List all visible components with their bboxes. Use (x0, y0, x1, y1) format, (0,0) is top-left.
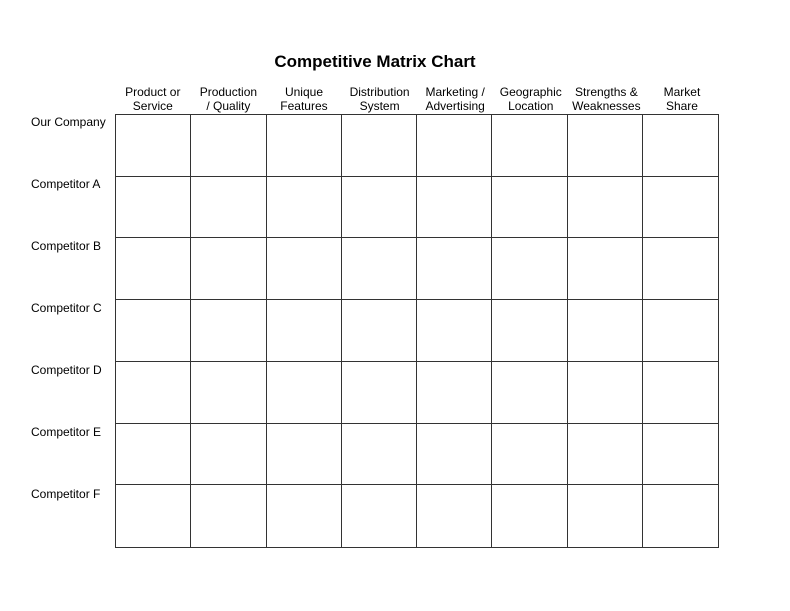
matrix-cell[interactable] (267, 115, 342, 177)
matrix-cell[interactable] (342, 177, 417, 239)
matrix-cell[interactable] (568, 424, 643, 486)
matrix-cell[interactable] (417, 300, 492, 362)
column-header-line1: Marketing / (425, 85, 485, 99)
matrix-cell[interactable] (342, 424, 417, 486)
column-header-line2: Share (665, 98, 698, 113)
matrix-cell[interactable] (643, 300, 718, 362)
matrix-cell[interactable] (417, 362, 492, 424)
column-header (417, 86, 493, 114)
matrix-cell[interactable] (643, 177, 718, 239)
matrix-cell[interactable] (492, 424, 567, 486)
matrix-cell[interactable] (267, 300, 342, 362)
matrix-cell[interactable] (116, 424, 191, 486)
column-header (115, 86, 191, 114)
matrix-cell[interactable] (191, 300, 266, 362)
row-label: Competitor A (31, 177, 101, 191)
matrix-cell[interactable] (116, 115, 191, 177)
page-title (0, 52, 750, 72)
column-header-line1: Geographic (499, 85, 562, 99)
matrix-cell[interactable] (116, 300, 191, 362)
column-header-line2: Weaknesses (572, 98, 641, 113)
row-label: Competitor B (31, 239, 102, 253)
column-header-line2: Location (508, 98, 554, 113)
matrix-cell[interactable] (191, 177, 266, 239)
matrix-cell[interactable] (191, 485, 266, 547)
matrix-cell[interactable] (267, 424, 342, 486)
column-header-line1: Strengths & (575, 85, 638, 99)
matrix-cell[interactable] (191, 362, 266, 424)
matrix-cell[interactable] (417, 115, 492, 177)
matrix-cell[interactable] (342, 362, 417, 424)
matrix-cell[interactable] (191, 238, 266, 300)
matrix-cell[interactable] (116, 177, 191, 239)
matrix-cell[interactable] (643, 115, 718, 177)
title-text: Competitive Matrix Chart (274, 52, 476, 71)
matrix-cell[interactable] (417, 485, 492, 547)
column-header-line1: Product or (125, 85, 181, 99)
matrix-cell[interactable] (116, 485, 191, 547)
matrix-cell[interactable] (643, 238, 718, 300)
matrix-cell[interactable] (492, 485, 567, 547)
row-label: Competitor E (31, 425, 102, 439)
matrix-cell[interactable] (267, 177, 342, 239)
matrix-cell[interactable] (568, 300, 643, 362)
matrix-cell[interactable] (492, 362, 567, 424)
column-header (191, 86, 267, 114)
matrix-cell[interactable] (191, 424, 266, 486)
matrix-grid (115, 114, 719, 548)
column-header-line2: Service (132, 98, 173, 113)
row-label: Our Company (31, 115, 106, 129)
matrix-cell[interactable] (643, 424, 718, 486)
column-header (493, 86, 569, 114)
column-header-line1: Unique (284, 85, 323, 99)
matrix-cell[interactable] (568, 485, 643, 547)
matrix-cell[interactable] (342, 238, 417, 300)
column-header (342, 86, 418, 114)
row-label: Competitor F (31, 487, 101, 501)
matrix-cell[interactable] (568, 238, 643, 300)
matrix-cell[interactable] (568, 177, 643, 239)
column-headers (115, 86, 720, 114)
column-header (569, 86, 645, 114)
matrix-cell[interactable] (342, 115, 417, 177)
matrix-cell[interactable] (267, 362, 342, 424)
column-header (266, 86, 342, 114)
matrix-cell[interactable] (643, 485, 718, 547)
matrix-cell[interactable] (643, 362, 718, 424)
matrix-cell[interactable] (492, 300, 567, 362)
matrix-cell[interactable] (492, 238, 567, 300)
column-header-line2: / Quality (206, 98, 251, 113)
matrix-cell[interactable] (342, 300, 417, 362)
matrix-cell[interactable] (492, 177, 567, 239)
column-header-line1: Production (199, 85, 258, 99)
row-label: Competitor D (31, 363, 102, 377)
matrix-cell[interactable] (342, 485, 417, 547)
matrix-cell[interactable] (417, 238, 492, 300)
column-header-line2: Features (280, 98, 328, 113)
column-header-line2: Advertising (425, 98, 485, 113)
column-header (644, 86, 720, 114)
matrix-cell[interactable] (116, 362, 191, 424)
matrix-cell[interactable] (116, 238, 191, 300)
matrix-cell[interactable] (267, 238, 342, 300)
matrix-cell[interactable] (568, 115, 643, 177)
column-header-line1: Distribution (349, 85, 410, 99)
matrix-cell[interactable] (568, 362, 643, 424)
matrix-cell[interactable] (191, 115, 266, 177)
column-header-line1: Market (663, 85, 701, 99)
row-label: Competitor C (31, 301, 102, 315)
matrix-cell[interactable] (417, 424, 492, 486)
matrix-cell[interactable] (492, 115, 567, 177)
matrix-cell[interactable] (417, 177, 492, 239)
matrix-cell[interactable] (267, 485, 342, 547)
column-header-line2: System (359, 98, 400, 113)
